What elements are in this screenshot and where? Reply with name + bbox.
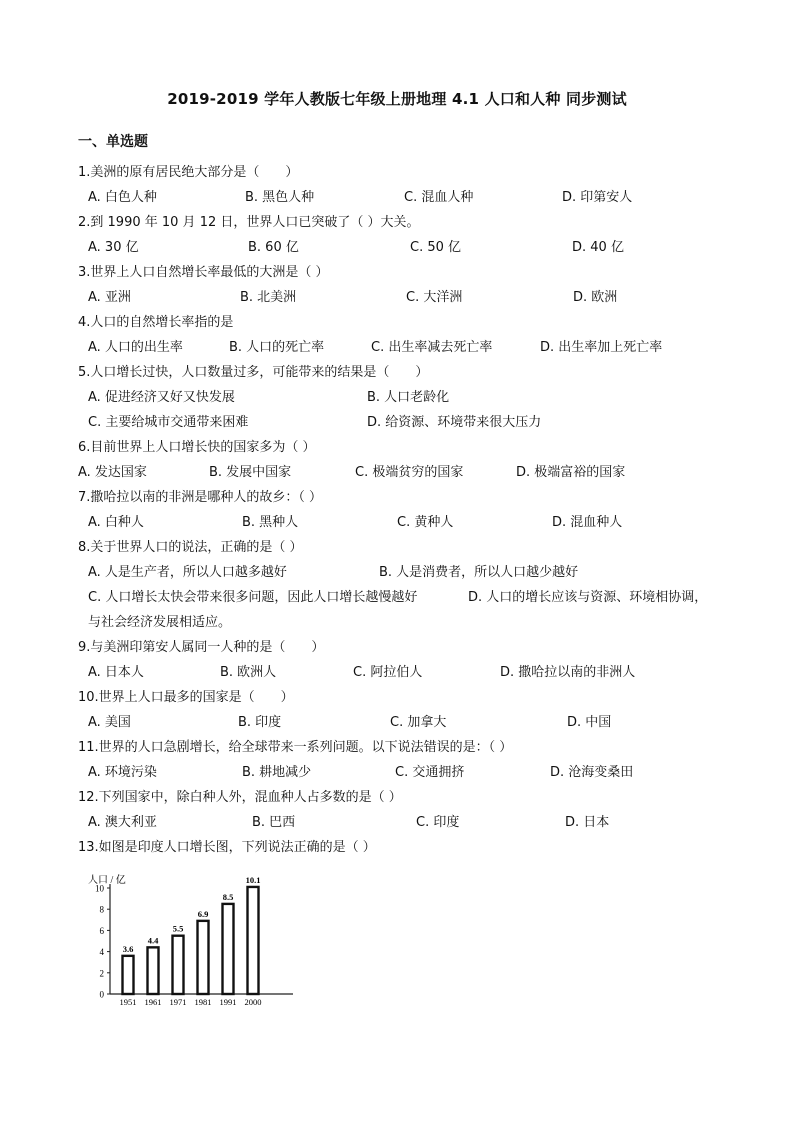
- chart-bar: [198, 921, 209, 994]
- q12-option-b: B. 巴西: [252, 815, 296, 830]
- q6-option-d: D. 极端富裕的国家: [516, 465, 626, 480]
- chart-xtick-label: 2000: [244, 997, 262, 1007]
- question-5: 5.人口增长过快，人口数量过多，可能带来的结果是（ ）: [78, 365, 429, 380]
- chart-bar: [173, 936, 184, 994]
- question-12: 12.下列国家中，除白种人外，混血种人占多数的是（ ）: [78, 790, 402, 805]
- chart-xtick-label: 1961: [144, 997, 162, 1007]
- q2-option-a: A. 30 亿: [88, 240, 139, 255]
- chart-xtick-label: 1971: [169, 997, 187, 1007]
- chart-data-label: 8.5: [222, 891, 234, 902]
- q3-option-b: B. 北美洲: [240, 290, 297, 305]
- q5-option-d: D. 给资源、环境带来很大压力: [367, 415, 542, 430]
- chart-data-label: 4.4: [147, 935, 159, 946]
- chart-ytick-label: 0: [99, 989, 104, 1000]
- chart-data-label: 10.1: [245, 874, 261, 885]
- q12-option-c: C. 印度: [416, 815, 460, 830]
- chart-ytick-label: 8: [99, 904, 104, 915]
- q3-option-a: A. 亚洲: [88, 290, 131, 305]
- q4-option-c: C. 出生率减去死亡率: [371, 340, 493, 355]
- question-3: 3.世界上人口自然增长率最低的大洲是（ ）: [78, 265, 329, 280]
- question-4: 4.人口的自然增长率指的是: [78, 315, 234, 330]
- q8-option-d: D. 人口的增长应该与资源、环境相协调，: [468, 590, 708, 605]
- q6-option-a: A. 发达国家: [78, 465, 147, 480]
- q1-option-c: C. 混血人种: [404, 190, 474, 205]
- q11-option-a: A. 环境污染: [88, 765, 157, 780]
- q3-option-d: D. 欧洲: [573, 290, 618, 305]
- chart-bar: [223, 904, 234, 994]
- q10-option-b: B. 印度: [238, 715, 282, 730]
- question-13: 13.如图是印度人口增长图，下列说法正确的是（ ）: [78, 840, 376, 855]
- chart-ytick-label: 10: [95, 883, 104, 894]
- chart-ylabel: 人口 / 亿: [88, 875, 126, 886]
- q8-option-b: B. 人是消费者，所以人口越少越好: [379, 565, 579, 580]
- question-10: 10.世界上人口最多的国家是（ ）: [78, 690, 294, 705]
- chart-ytick-label: 6: [99, 925, 104, 936]
- q9-option-d: D. 撒哈拉以南的非洲人: [500, 665, 636, 680]
- chart-xtick-label: 1981: [194, 997, 212, 1007]
- q2-option-b: B. 60 亿: [248, 240, 299, 255]
- q12-option-d: D. 日本: [565, 815, 610, 830]
- chart-data-label: 5.5: [172, 923, 184, 934]
- q9-option-b: B. 欧洲人: [220, 665, 277, 680]
- chart-data-label: 6.9: [197, 908, 209, 919]
- document-title: 2019-2019 学年人教版七年级上册地理 4.1 人口和人种 同步测试: [167, 90, 627, 108]
- question-11: 11.世界的人口急剧增长，给全球带来一系列问题。以下说法错误的是：（ ）: [78, 740, 513, 755]
- q9-option-c: C. 阿拉伯人: [353, 665, 423, 680]
- question-2: 2.到 1990 年 10 月 12 日，世界人口已突破了（ ）大关。: [78, 215, 420, 230]
- q7-option-b: B. 黑种人: [242, 515, 299, 530]
- q1-option-a: A. 白色人种: [88, 190, 157, 205]
- india-population-chart: [78, 866, 308, 1016]
- q9-option-a: A. 日本人: [88, 665, 144, 680]
- question-6: 6.目前世界上人口增长快的国家多为（ ）: [78, 440, 316, 455]
- q2-option-d: D. 40 亿: [572, 240, 624, 255]
- question-7: 7.撒哈拉以南的非洲是哪种人的故乡：（ ）: [78, 490, 323, 505]
- q5-option-b: B. 人口老龄化: [367, 390, 450, 405]
- q4-option-a: A. 人口的出生率: [88, 340, 183, 355]
- chart-data-label: 3.6: [122, 943, 134, 954]
- q10-option-c: C. 加拿大: [390, 715, 447, 730]
- q4-option-d: D. 出生率加上死亡率: [540, 340, 663, 355]
- q7-option-c: C. 黄种人: [397, 515, 454, 530]
- q1-option-d: D. 印第安人: [562, 190, 633, 205]
- q8-option-a: A. 人是生产者，所以人口越多越好: [88, 565, 287, 580]
- question-8: 8.关于世界人口的说法，正确的是（ ）: [78, 540, 303, 555]
- chart-bar: [148, 947, 159, 994]
- q11-option-b: B. 耕地减少: [242, 765, 312, 780]
- q6-option-b: B. 发展中国家: [209, 465, 292, 480]
- q8-option-d-continued: 与社会经济发展相适应。: [88, 615, 232, 630]
- q11-option-c: C. 交通拥挤: [395, 765, 465, 780]
- q1-option-b: B. 黑色人种: [245, 190, 315, 205]
- section-heading: 一、单选题: [78, 134, 148, 150]
- q8-option-c: C. 人口增长太快会带来很多问题，因此人口增长越慢越好: [88, 590, 418, 605]
- q4-option-b: B. 人口的死亡率: [229, 340, 325, 355]
- chart-ytick-label: 4: [99, 947, 104, 958]
- q2-option-c: C. 50 亿: [410, 240, 462, 255]
- q7-option-a: A. 白种人: [88, 515, 144, 530]
- chart-ytick-label: 2: [99, 968, 104, 979]
- q10-option-d: D. 中国: [567, 715, 612, 730]
- chart-xtick-label: 1951: [119, 997, 137, 1007]
- q5-option-a: A. 促进经济又好又快发展: [88, 390, 235, 405]
- q3-option-c: C. 大洋洲: [406, 290, 463, 305]
- q5-option-c: C. 主要给城市交通带来困难: [88, 415, 249, 430]
- question-9: 9.与美洲印第安人属同一人种的是（ ）: [78, 640, 325, 655]
- chart-bar: [248, 887, 259, 994]
- q10-option-a: A. 美国: [88, 715, 131, 730]
- q7-option-d: D. 混血种人: [552, 515, 623, 530]
- q6-option-c: C. 极端贫穷的国家: [355, 465, 464, 480]
- q11-option-d: D. 沧海变桑田: [550, 765, 634, 780]
- question-1: 1.美洲的原有居民绝大部分是（ ）: [78, 165, 299, 180]
- chart-xtick-label: 1991: [219, 997, 237, 1007]
- q12-option-a: A. 澳大利亚: [88, 815, 157, 830]
- chart-bar: [123, 956, 134, 994]
